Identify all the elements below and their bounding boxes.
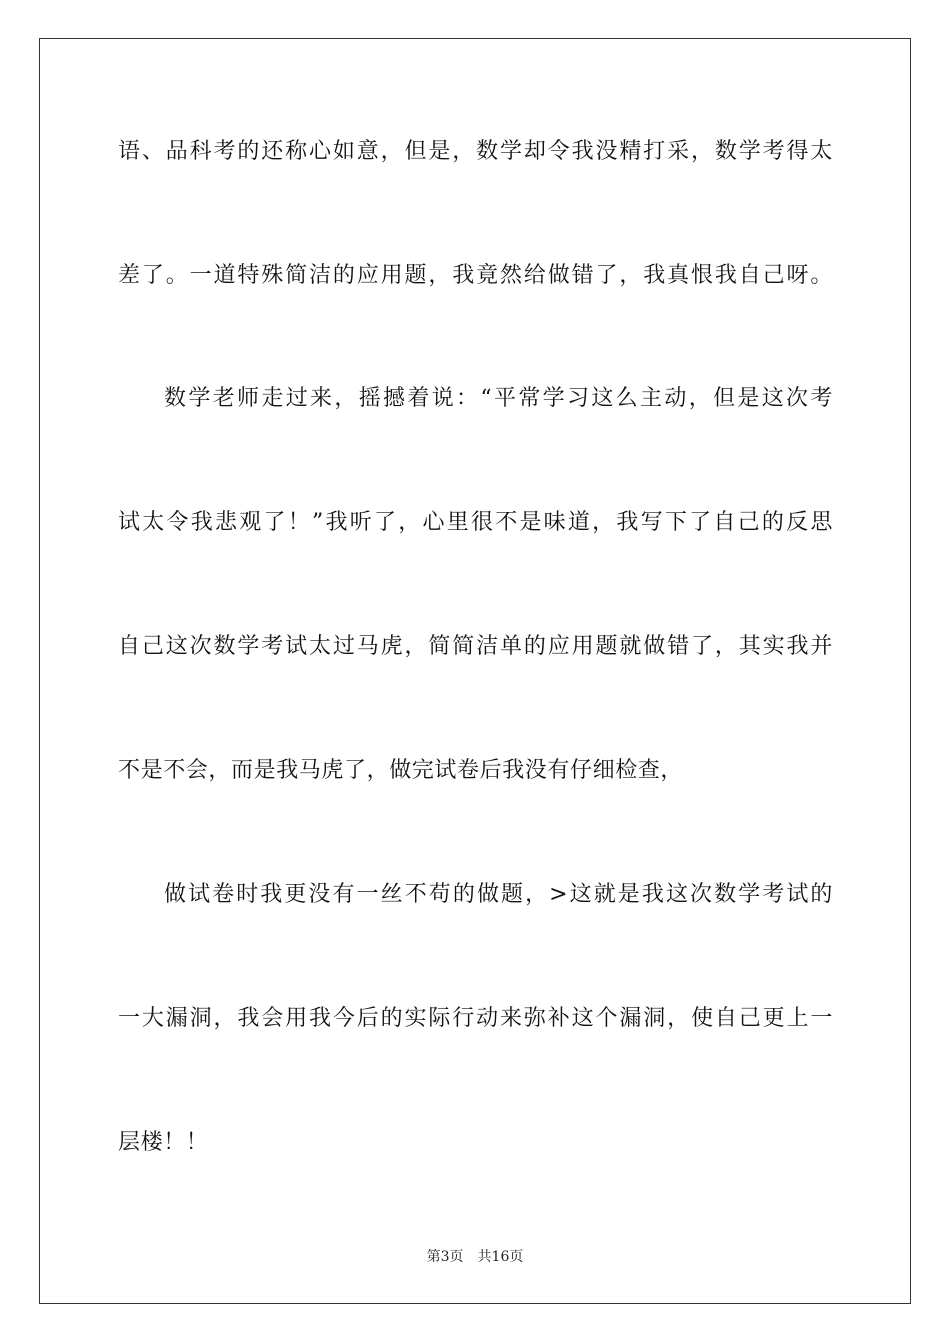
page-number: 第3页 xyxy=(426,1249,464,1265)
page-border xyxy=(39,38,911,1304)
text-line-8: 一大漏洞，我会用我今后的实际行动来弥补这个漏洞，使自己更上一 xyxy=(118,1006,833,1031)
text-line-2: 差了。一道特殊简洁的应用题，我竟然给做错了，我真恨我自己呀。 xyxy=(118,263,833,288)
text-line-3: 数学老师走过来，摇撼着说：“平常学习这么主动，但是这次考 xyxy=(164,386,833,411)
text-line-7: 做试卷时我更没有一丝不苟的做题，>这就是我这次数学考试的 xyxy=(164,882,833,907)
text-line-4: 试太令我悲观了！”我听了，心里很不是味道，我写下了自己的反思 xyxy=(118,510,833,535)
text-line-6: 不是不会，而是我马虎了，做完试卷后我没有仔细检查， xyxy=(118,758,684,783)
text-line-9: 层楼！！ xyxy=(118,1130,209,1155)
text-line-5: 自己这次数学考试太过马虎，简简洁单的应用题就做错了，其实我并 xyxy=(118,634,833,659)
page-footer xyxy=(0,1248,950,1266)
text-line-1: 语、品科考的还称心如意，但是，数学却令我没精打采，数学考得太 xyxy=(118,139,833,164)
page-total: 共16页 xyxy=(477,1249,524,1265)
